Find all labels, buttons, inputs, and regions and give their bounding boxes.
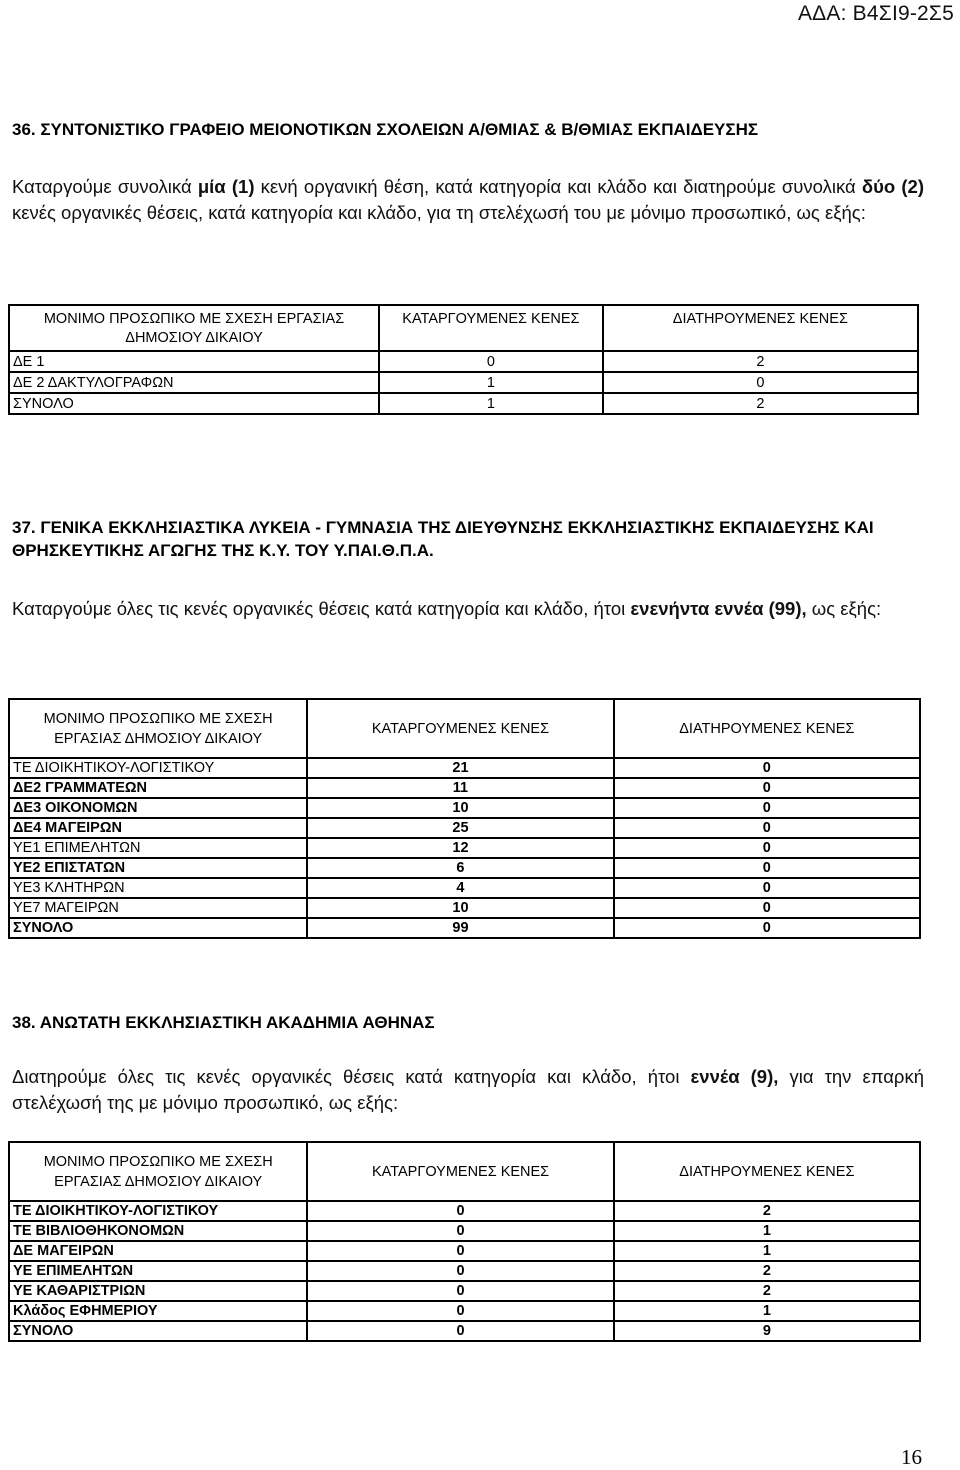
header-abolished: ΚΑΤΑΡΓΟΥΜΕΝΕΣ ΚΕΝΕΣ bbox=[379, 305, 603, 351]
text-run: κενές οργανικές θέσεις, κατά κατηγορία και κλάδο, για τη στελέχωσή του με μόνιμο προσωπικό, ως εξής: bbox=[12, 202, 866, 223]
retained-value: 0 bbox=[614, 758, 920, 778]
row-label: ΥΕ ΚΑΘΑΡΙΣΤΡΙΩΝ bbox=[9, 1281, 307, 1301]
abolished-value: 6 bbox=[307, 858, 613, 878]
retained-value: 0 bbox=[614, 778, 920, 798]
abolished-value: 0 bbox=[307, 1281, 613, 1301]
section-36-paragraph bbox=[12, 174, 924, 226]
abolished-value: 4 bbox=[307, 878, 613, 898]
table-row bbox=[9, 1321, 920, 1341]
retained-value: 0 bbox=[614, 818, 920, 838]
row-label: ΣΥΝΟΛΟ bbox=[9, 1321, 307, 1341]
table-row bbox=[9, 1221, 920, 1241]
table-row bbox=[9, 1281, 920, 1301]
retained-value: 0 bbox=[614, 798, 920, 818]
section-36-table bbox=[8, 304, 919, 415]
abolished-value: 0 bbox=[307, 1261, 613, 1281]
header-staff: ΜΟΝΙΜΟ ΠΡΟΣΩΠΙΚΟ ΜΕ ΣΧΕΣΗ ΕΡΓΑΣΙΑΣ ΔΗΜΟΣΙΟΥ ΔΙΚΑΙΟΥ bbox=[9, 699, 307, 758]
table-row bbox=[9, 1201, 920, 1221]
bold-count: δύο (2) bbox=[861, 176, 924, 197]
header-staff: ΜΟΝΙΜΟ ΠΡΟΣΩΠΙΚΟ ΜΕ ΣΧΕΣΗ ΕΡΓΑΣΙΑΣ ΔΗΜΟΣΙΟΥ ΔΙΚΑΙΟΥ bbox=[9, 1142, 307, 1201]
header-retained: ΔΙΑΤΗΡΟΥΜΕΝΕΣ ΚΕΝΕΣ bbox=[614, 699, 920, 758]
table-header-row bbox=[9, 699, 920, 758]
table-header-row bbox=[9, 305, 918, 351]
abolished-value: 11 bbox=[307, 778, 613, 798]
retained-value: 0 bbox=[614, 898, 920, 918]
page-number: 16 bbox=[901, 1445, 922, 1469]
bold-count: ενενήντα εννέα (99), bbox=[630, 598, 807, 619]
row-label: ΥΕ ΕΠΙΜΕΛΗΤΩΝ bbox=[9, 1261, 307, 1281]
table-row bbox=[9, 1261, 920, 1281]
text-run: Καταργούμε όλες τις κενές οργανικές θέσεις κατά κατηγορία και κλάδο, ήτοι bbox=[12, 598, 631, 619]
retained-value: 0 bbox=[614, 858, 920, 878]
row-label: Κλάδος ΕΦΗΜΕΡΙΟΥ bbox=[9, 1301, 307, 1321]
retained-value: 1 bbox=[614, 1241, 920, 1261]
retained-value: 0 bbox=[614, 878, 920, 898]
section-38-table bbox=[8, 1141, 921, 1342]
section-38-paragraph bbox=[12, 1064, 924, 1116]
abolished-value: 10 bbox=[307, 798, 613, 818]
abolished-value: 0 bbox=[307, 1321, 613, 1341]
ada-code: ΑΔΑ: Β4ΣΙ9-2Σ5 bbox=[797, 2, 954, 25]
row-label: ΥΕ3 ΚΛΗΤΗΡΩΝ bbox=[9, 878, 307, 898]
row-label: ΤΕ ΒΙΒΛΙΟΘΗΚΟΝΟΜΩΝ bbox=[9, 1221, 307, 1241]
retained-value: 9 bbox=[614, 1321, 920, 1341]
section-37-heading: 37. ΓΕΝΙΚΑ ΕΚΚΛΗΣΙΑΣΤΙΚΑ ΛΥΚΕΙΑ - ΓΥΜΝΑΣΙΑ ΤΗΣ ΔΙΕΥΘΥΝΣΗΣ ΕΚΚΛΗΣΙΑΣΤΙΚΗΣ ΕΚΠΑΙΔΕΥΣΗΣ ΚΑΙ ΘΡΗΣΚΕΥΤΙΚΗΣ ΑΓΩΓΗΣ ΤΗΣ Κ.Υ. ΤΟΥ Υ.ΠΑΙ.Θ.Π.Α. bbox=[12, 518, 874, 560]
table-row bbox=[9, 818, 920, 838]
abolished-value: 10 bbox=[307, 898, 613, 918]
retained-value: 1 bbox=[614, 1301, 920, 1321]
header-abolished: ΚΑΤΑΡΓΟΥΜΕΝΕΣ ΚΕΝΕΣ bbox=[307, 699, 613, 758]
table-row bbox=[9, 798, 920, 818]
table-row bbox=[9, 918, 920, 938]
abolished-value: 0 bbox=[307, 1221, 613, 1241]
text-run: κενή οργανική θέση, κατά κατηγορία και κλάδο και διατηρούμε συνολικά bbox=[254, 176, 862, 197]
header-retained: ΔΙΑΤΗΡΟΥΜΕΝΕΣ ΚΕΝΕΣ bbox=[603, 305, 918, 351]
table-row bbox=[9, 372, 918, 393]
abolished-value: 0 bbox=[307, 1201, 613, 1221]
row-label: ΔΕ4 ΜΑΓΕΙΡΩΝ bbox=[9, 818, 307, 838]
row-label: ΣΥΝΟΛΟ bbox=[9, 918, 307, 938]
retained-value: 2 bbox=[614, 1201, 920, 1221]
abolished-value: 1 bbox=[379, 372, 603, 393]
retained-value: 1 bbox=[614, 1221, 920, 1241]
abolished-value: 21 bbox=[307, 758, 613, 778]
header-retained: ΔΙΑΤΗΡΟΥΜΕΝΕΣ ΚΕΝΕΣ bbox=[614, 1142, 920, 1201]
header-staff: ΜΟΝΙΜΟ ΠΡΟΣΩΠΙΚΟ ΜΕ ΣΧΕΣΗ ΕΡΓΑΣΙΑΣ ΔΗΜΟΣΙΟΥ ΔΙΚΑΙΟΥ bbox=[9, 305, 379, 351]
abolished-value: 12 bbox=[307, 838, 613, 858]
table-header-row bbox=[9, 1142, 920, 1201]
row-label: ΥΕ7 ΜΑΓΕΙΡΩΝ bbox=[9, 898, 307, 918]
table-row bbox=[9, 898, 920, 918]
retained-value: 2 bbox=[614, 1261, 920, 1281]
row-label: ΥΕ1 ΕΠΙΜΕΛΗΤΩΝ bbox=[9, 838, 307, 858]
table-row bbox=[9, 878, 920, 898]
abolished-value: 1 bbox=[379, 393, 603, 414]
row-label: ΔΕ3 ΟΙΚΟΝΟΜΩΝ bbox=[9, 798, 307, 818]
abolished-value: 25 bbox=[307, 818, 613, 838]
row-label: ΔΕ 1 bbox=[9, 351, 379, 372]
table-row bbox=[9, 351, 918, 372]
row-label: ΣΥΝΟΛΟ bbox=[9, 393, 379, 414]
row-label: ΥΕ2 ΕΠΙΣΤΑΤΩΝ bbox=[9, 858, 307, 878]
retained-value: 0 bbox=[614, 918, 920, 938]
bold-count: μία (1) bbox=[197, 176, 255, 197]
abolished-value: 0 bbox=[379, 351, 603, 372]
retained-value: 2 bbox=[603, 351, 918, 372]
table-row bbox=[9, 858, 920, 878]
row-label: ΤΕ ΔΙΟΙΚΗΤΙΚΟΥ-ΛΟΓΙΣΤΙΚΟΥ bbox=[9, 758, 307, 778]
table-row bbox=[9, 1241, 920, 1261]
row-label: ΔΕ ΜΑΓΕΙΡΩΝ bbox=[9, 1241, 307, 1261]
text-run: για την επαρκή στελέχωσή της με μόνιμο προσωπικό, ως εξής: bbox=[12, 1066, 924, 1113]
table-row bbox=[9, 1301, 920, 1321]
retained-value: 0 bbox=[603, 372, 918, 393]
table-row bbox=[9, 778, 920, 798]
section-36-heading: 36. ΣΥΝΤΟΝΙΣΤΙΚΟ ΓΡΑΦΕΙΟ ΜΕΙΟΝΟΤΙΚΩΝ ΣΧΟΛΕΙΩΝ Α/ΘΜΙΑΣ & Β/ΘΜΙΑΣ ΕΚΠΑΙΔΕΥΣΗΣ bbox=[12, 120, 759, 139]
header-abolished: ΚΑΤΑΡΓΟΥΜΕΝΕΣ ΚΕΝΕΣ bbox=[307, 1142, 613, 1201]
table-row bbox=[9, 838, 920, 858]
abolished-value: 0 bbox=[307, 1241, 613, 1261]
retained-value: 2 bbox=[603, 393, 918, 414]
text-run: ως εξής: bbox=[806, 598, 882, 619]
table-row bbox=[9, 393, 918, 414]
table-row bbox=[9, 758, 920, 778]
retained-value: 0 bbox=[614, 838, 920, 858]
row-label: ΔΕ2 ΓΡΑΜΜΑΤΕΩΝ bbox=[9, 778, 307, 798]
section-38-heading: 38. ΑΝΩΤΑΤΗ ΕΚΚΛΗΣΙΑΣΤΙΚΗ ΑΚΑΔΗΜΙΑ ΑΘΗΝΑΣ bbox=[12, 1013, 435, 1032]
abolished-value: 0 bbox=[307, 1301, 613, 1321]
row-label: ΔΕ 2 ΔΑΚΤΥΛΟΓΡΑΦΩΝ bbox=[9, 372, 379, 393]
section-37-table bbox=[8, 698, 921, 939]
bold-count: εννέα (9), bbox=[690, 1066, 779, 1087]
abolished-value: 99 bbox=[307, 918, 613, 938]
text-run: Διατηρούμε όλες τις κενές οργανικές θέσεις κατά κατηγορία και κλάδο, ήτοι bbox=[12, 1066, 691, 1087]
row-label: ΤΕ ΔΙΟΙΚΗΤΙΚΟΥ-ΛΟΓΙΣΤΙΚΟΥ bbox=[9, 1201, 307, 1221]
retained-value: 2 bbox=[614, 1281, 920, 1301]
text-run: Καταργούμε συνολικά bbox=[12, 176, 198, 197]
section-37-paragraph bbox=[12, 596, 924, 622]
